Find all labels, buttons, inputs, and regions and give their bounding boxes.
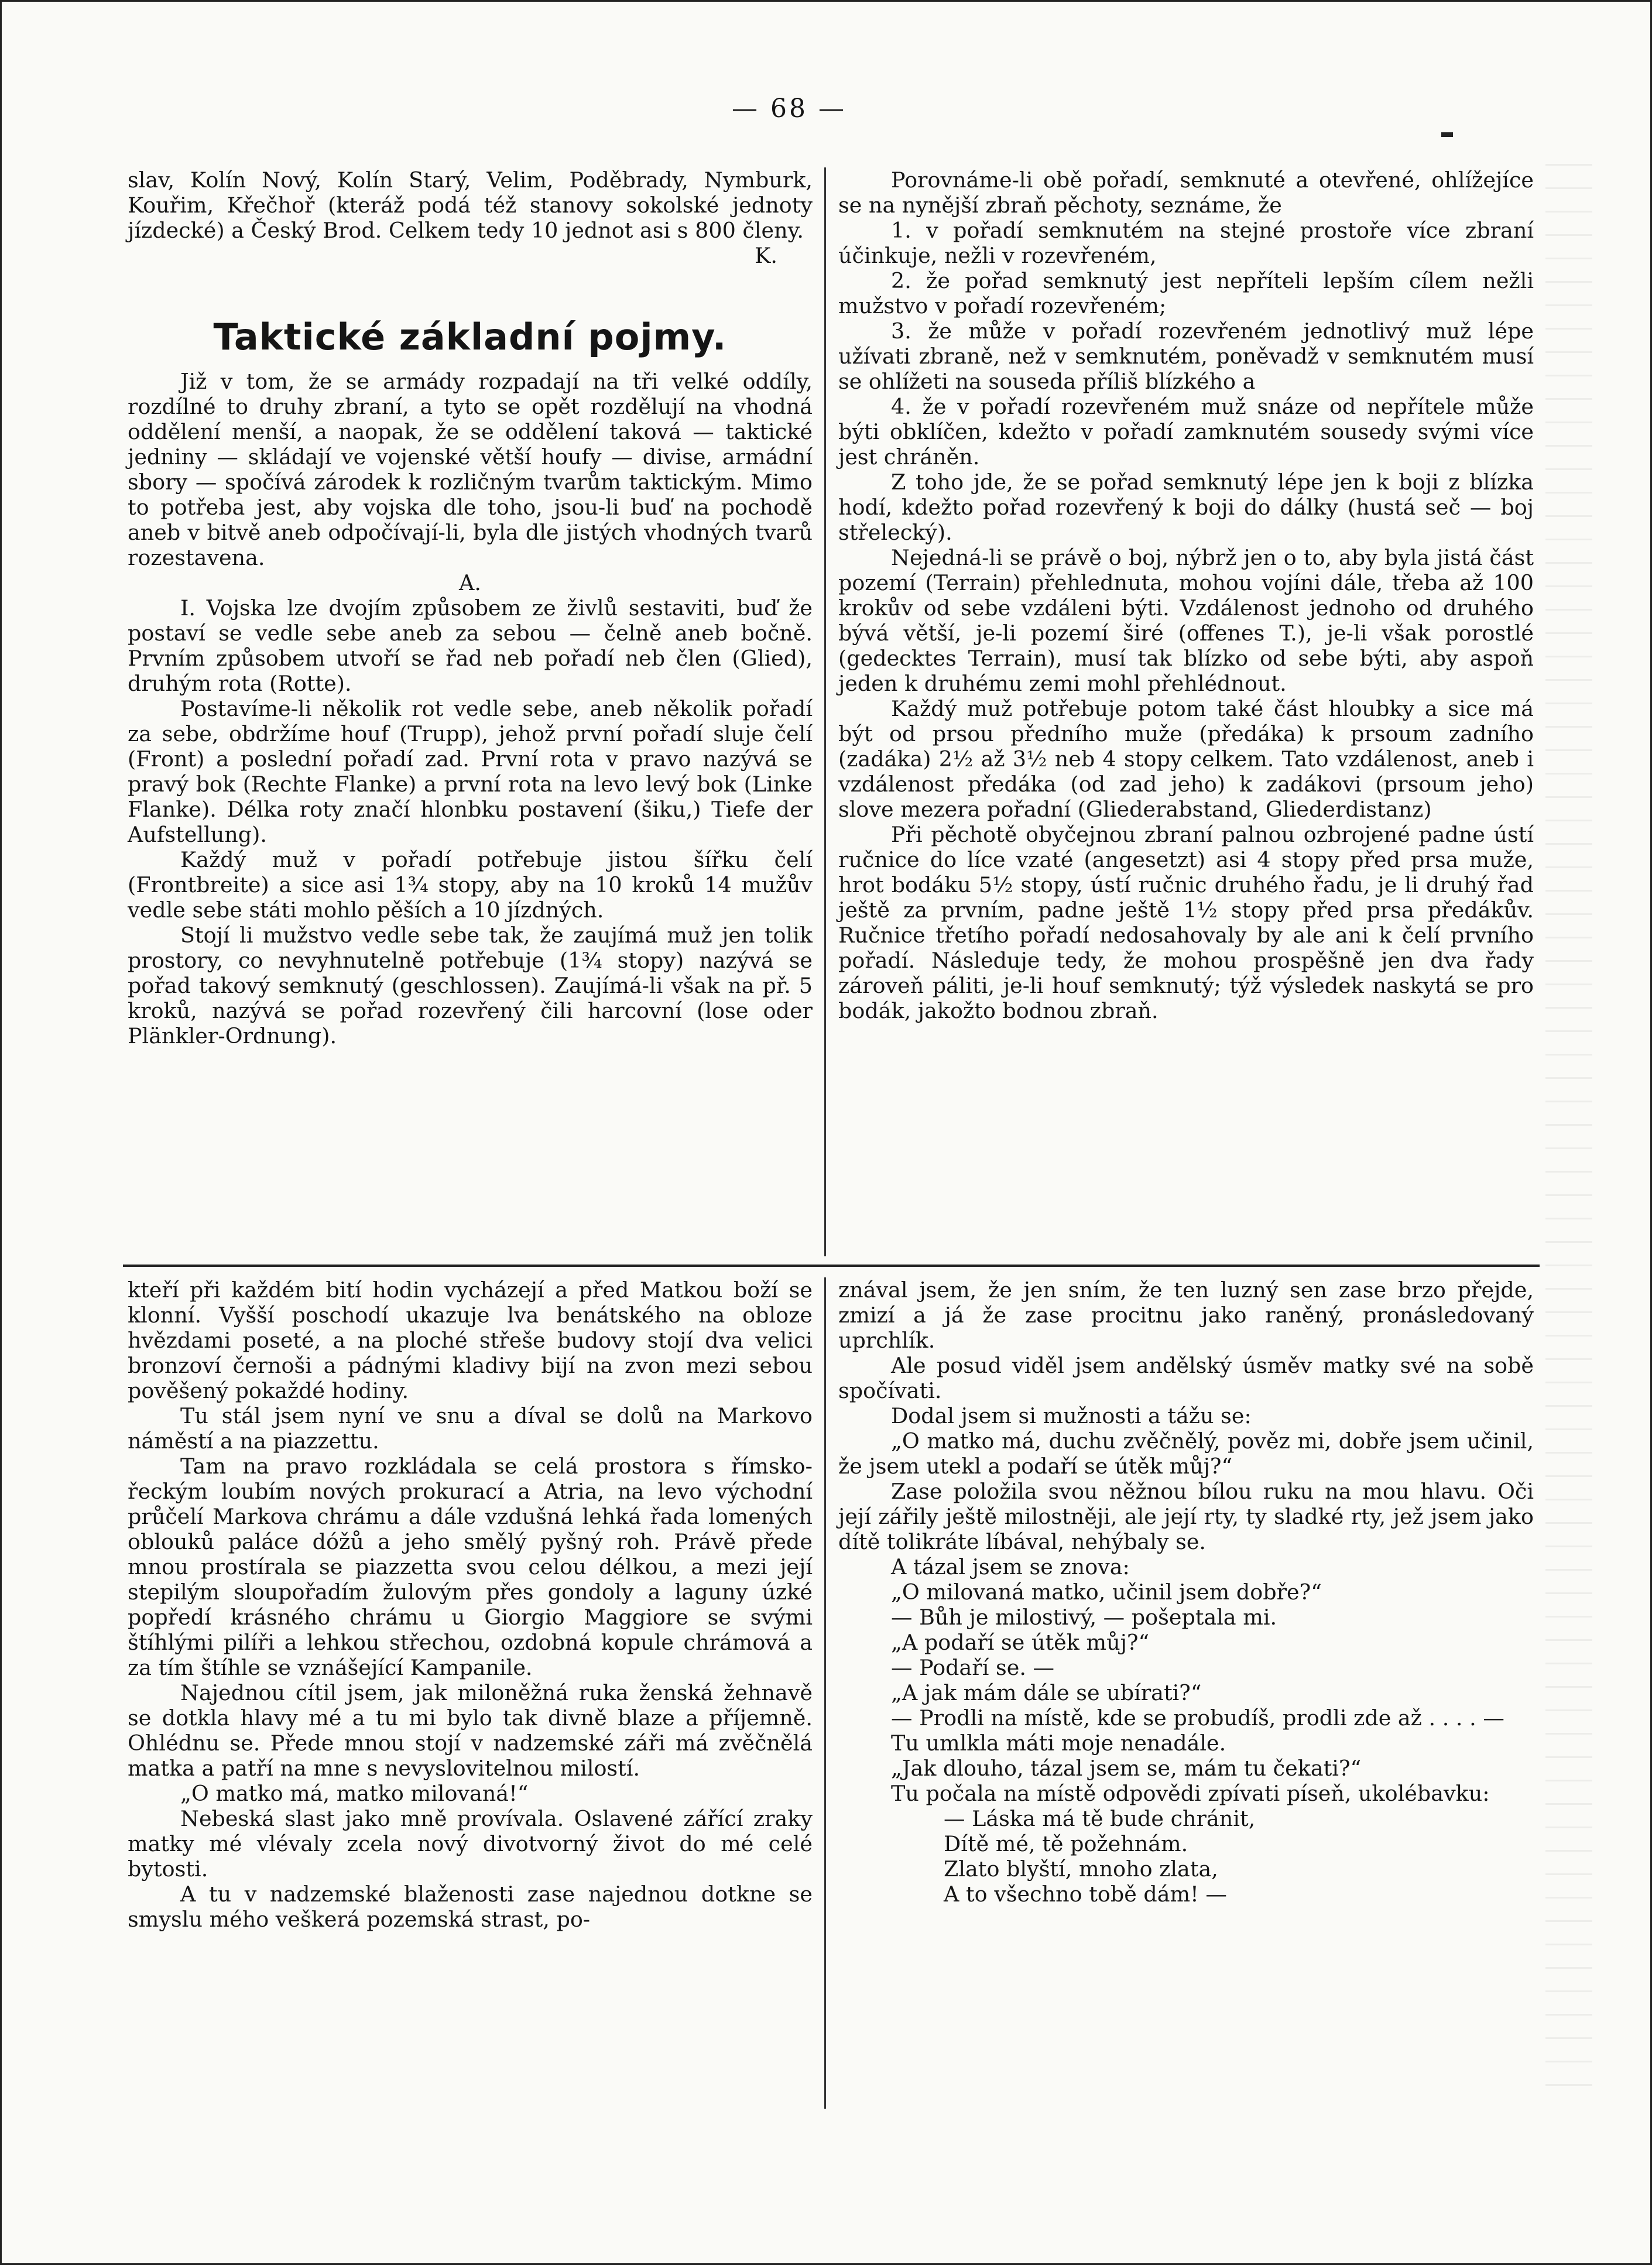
paragraph: Tu stál jsem nyní ve snu a díval se dolů na Markovo náměstí a na piazzettu. <box>128 1403 813 1454</box>
paragraph: Zase položila svou něžnou bílou ruku na mou hlavu. Oči její zářily ještě milostněji, ale její rty, ty sladké rty, jež jsem jako dítě tolikráte líbával, nehýbaly se. <box>838 1479 1534 1554</box>
list-item: 2. že pořad semknutý jest nepříteli lepším cílem nežli mužstvo v pořadí rozevřeném; <box>838 268 1534 318</box>
page-number: — 68 — <box>732 94 846 124</box>
paragraph: A tu v nadzemské blaženosti zase najednou dotkne se smyslu mého veškerá pozemská strast, po- <box>128 1882 813 1932</box>
top-right-column <box>838 167 1534 1023</box>
dialogue-line: „A jak mám dále se ubírati?“ <box>891 1680 1202 1705</box>
bottom-left-column <box>128 1277 813 1932</box>
poem-line: Zlato blyští, mnoho zlata, <box>944 1856 1218 1882</box>
poem-line: — Láska má tě bude chránit, <box>944 1806 1256 1831</box>
dialogue-line: — Podaří se. — <box>891 1655 1055 1680</box>
paragraph: Porovnáme-li obě pořadí, semknuté a otevřené, ohlížejíce se na nynější zbraň pěchoty, seznáme, že <box>838 167 1534 218</box>
bleed-through-noise <box>1545 164 1592 2096</box>
dialogue-line: — Prodli na místě, kde se probudíš, prodli zde až . . . . — <box>891 1705 1504 1731</box>
paragraph: A tázal jsem se znova: <box>891 1554 1130 1579</box>
list-item: 4. že v pořadí rozevřeném muž snáze od nepřítele může býti obklíčen, kdežto v pořadí zamknutém sousedy svými více jest chráněn. <box>838 394 1534 470</box>
dialogue-line: „O milovaná matko, učinil jsem dobře?“ <box>891 1579 1322 1605</box>
paragraph: Tam na pravo rozkládala se celá prostora s římsko-řeckým loubím nových prokurací a Atria, na levo východní průčelí Markova chrámu a dále vzdušná lehká řada lomených oblouků paláce dóžů a jeho smělý pyšný roh. Právě přede mnou prostírala se piazzetta svou celou délkou, a mezi její stepilým sloupořadím žulovým přes gondoly a laguny úzké popředí krásného chrámu u Giorgio Maggiore se svými štíhlými pilíři a lehkou střechou, ozdobná kopule chrámová a za tím štíhle se vznášející Kampanile. <box>128 1454 813 1680</box>
list-item: 1. v pořadí semknutém na stejné prostoře více zbraní účinkuje, nežli v rozevřeném, <box>838 218 1534 268</box>
paragraph: Při pěchotě obyčejnou zbraní palnou ozbrojené padne ústí ručnice do líce vzaté (angesetzt) asi 4 stopy před prsa muže, hrot bodáku 5½ stopy, ústí ručnic druhého řadu, je li druhý řad ještě za prvním, padne ještě 1½ stopy před prsa předákův. Ručnice třetího pořadí nedosahovaly by ale ani k čelí prvního pořadí. Následuje tedy, že mohou prospěšně jen dva řady zároveň páliti, je-li houf semknutý; týž výsledek naskytá se pro bodák, jakožto bodnou zbraň. <box>838 822 1534 1023</box>
paragraph: Každý muž v pořadí potřebuje jistou šířku čelí (Frontbreite) a sice asi 1¾ stopy, aby na 10 kroků 14 mužův vedle sebe státi mohlo pěších a 10 jízdných. <box>128 847 813 923</box>
dialogue-line: „A podaří se útěk můj?“ <box>891 1630 1150 1655</box>
corner-mark <box>1441 132 1453 137</box>
dialogue-line: — Bůh je milostivý, — pošeptala mi. <box>891 1605 1277 1630</box>
paragraph: Nebeská slast jako mně provívala. Oslavené zářící zraky matky mé vlévaly zcela nový divotvorný život do mé celé bytosti. <box>128 1806 813 1882</box>
paragraph: Ale posud viděl jsem andělský úsměv matky své na sobě spočívati. <box>838 1353 1534 1403</box>
column-divider-top <box>824 167 826 1256</box>
paragraph: Tu počala na místě odpovědi zpívati píseň, ukolébavku: <box>891 1781 1490 1806</box>
poem-line: Dítě mé, tě požehnám. <box>944 1831 1188 1856</box>
paragraph: Nejedná-li se právě o boj, nýbrž jen o to, aby byla jistá část pozemí (Terrain) přehlednuta, mohou vojíni dále, třeba až 100 krokův od sebe vzdáleni býti. Vzdálenost jednoho od druhého bývá větší, je-li pozemí širé (offenes T.), je-li však porostlé (gedecktes Terrain), musí tak blízko od sebe býti, aby aspoň jeden k druhému zemi mohl přehlédnout. <box>838 545 1534 696</box>
paragraph: Každý muž potřebuje potom také část hloubky a sice má být od prsou předního muže (předáka) k prsoum zadního (zadáka) 2½ až 3½ neb 4 stopy celkem. Tato vzdálenost, aneb i vzdálenost předáka (od zad jeho) k zadákovi (prsoum jeho) slove mezera pořadní (Gliederabstand, Gliederdistanz) <box>838 696 1534 822</box>
section-label: A. <box>459 570 481 595</box>
paragraph: Již v tom, že se armády rozpadají na tři velké oddíly, rozdílné to druhy zbraní, a tyto se opět rozdělují na vhodná oddělení menší, a naopak, že se oddělení taková — taktické jedniny — skládají ve vojenské větší houfy — divise, armádní sbory — spočívá zárodek k rozličným tvarům taktickým. Mimo to potřeba jest, aby vojska dle toho, jsou-li buď na pochodě aneb v bitvě aneb odpočívají-li, byla dle jistých vhodných tvarů rozestavena. <box>128 369 813 570</box>
dialogue-line: „O matko má, matko milovaná!“ <box>180 1781 529 1806</box>
paragraph: Tu umlkla máti moje nenadále. <box>891 1731 1226 1756</box>
lullaby-poem <box>838 1806 1534 1907</box>
horizontal-rule <box>123 1265 1540 1267</box>
dialogue-line: „Jak dlouho, tázal jsem se, mám tu čekati?“ <box>891 1756 1362 1781</box>
bottom-right-column <box>838 1277 1534 1907</box>
paragraph: Stojí li mužstvo vedle sebe tak, že zaujímá muž jen tolik prostory, co nevyhnutelně potřebuje (1¾ stopy) nazývá se pořad takový semknutý (geschlossen). Zaujímá-li však na př. 5 kroků, nazývá se pořad rozevřený čili harcovní (lose oder Plänkler-Ordnung). <box>128 923 813 1048</box>
paragraph: Najednou cítil jsem, jak miloněžná ruka ženská žehnavě se dotkla hlavy mé a tu mi bylo tak divně blaze a příjemně. Ohlédnu se. Přede mnou stojí v nadzemské záři má zvěčnělá matka a patří na mne s nevyslovitelnou milostí. <box>128 1680 813 1781</box>
paragraph: kteří při každém bití hodin vycházejí a před Matkou boží se klonní. Vyšší poschodí ukazuje lva benátského na obloze hvězdami poseté, a na ploché střeše budovy stojí dva velici bronzoví černoši a pádnými kladivy bijí na zvon mezi sebou pověšený pokaždé hodiny. <box>128 1277 813 1403</box>
list-item: 3. že může v pořadí rozevřeném jednotlivý muž lépe užívati zbraně, než v semknutém, poněvadž v semknutém musí se ohlížeti na souseda příliš blízkého a <box>838 318 1534 394</box>
paragraph: Dodal jsem si mužnosti a tážu se: <box>891 1403 1252 1428</box>
article-heading: Taktické základní pojmy. <box>213 316 727 358</box>
dialogue-line: „O matko má, duchu zvěčnělý, pověz mi, dobře jsem učinil, že jsem utekl a podaří se útěk můj?“ <box>838 1428 1534 1479</box>
signature: K. <box>755 243 777 268</box>
poem-line: A to všechno tobě dám! — <box>944 1882 1227 1907</box>
column-divider-bottom <box>824 1277 826 2109</box>
paragraph: znával jsem, že jen sním, že ten luzný sen zase brzo přejde, zmizí a já že zase procitnu jako raněný, pronásledovaný uprchlík. <box>838 1277 1534 1353</box>
top-left-column <box>128 167 813 1048</box>
intro-paragraph: slav, Kolín Nový, Kolín Starý, Velim, Poděbrady, Nymburk, Kouřim, Křečhoř (kteráž podá též stanovy sokolské jednoty jízdecké) a Český Brod. Celkem tedy 10 jednot asi s 800 členy. <box>128 167 813 243</box>
paragraph: Postavíme-li několik rot vedle sebe, aneb několik pořadí za sebe, obdržíme houf (Trupp), jehož první pořadí sluje čelí (Front) a poslední pořadí zad. První rota v pravo nazývá se pravý bok (Rechte Flanke) a první rota na levo levý bok (Linke Flanke). Délka roty značí hlonbku postavení (šiku,) Tiefe der Aufstellung). <box>128 696 813 847</box>
paragraph: I. Vojska lze dvojím způsobem ze živlů sestaviti, buď že postaví se vedle sebe aneb za sebou — čelně aneb bočně. Prvním způsobem utvoří se řad neb pořadí neb člen (Glied), druhým rota (Rotte). <box>128 595 813 696</box>
paragraph: Z toho jde, že se pořad semknutý lépe jen k boji z blízka hodí, kdežto pořad rozevřený k boji do dálky (hustá seč — boj střelecký). <box>838 470 1534 545</box>
